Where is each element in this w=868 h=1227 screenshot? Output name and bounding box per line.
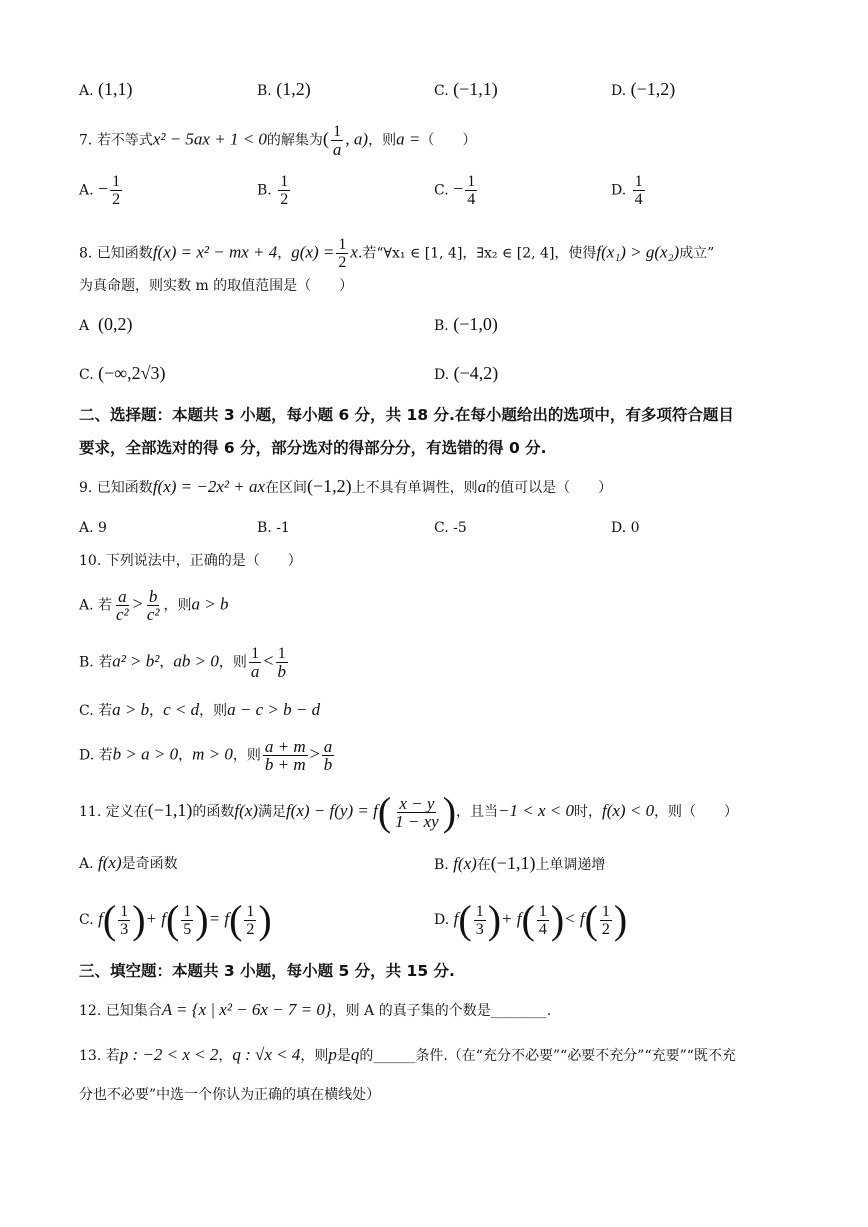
q6-option-c[interactable]: C. (−1,1) [434,79,498,99]
q7-fraction: $\frac{1}{a}$ [332,123,342,159]
section2-heading-line2: 要求，全部选对的得 6 分，部分选对的得部分分，有选错的得 0 分. [79,439,547,457]
q8-option-c[interactable]: C. (−∞,2√3) [79,363,166,383]
q12-answer-blank[interactable]: ________. [490,1003,552,1019]
q6-option-a[interactable]: A. (1,1) [79,79,133,99]
q11-option-b[interactable]: B. f(x)在(−1,1)上单调递增 [434,853,606,873]
q8-option-d[interactable]: D. (−4,2) [434,363,499,383]
q6-option-b[interactable]: B. (1,2) [257,79,311,99]
q13-answer-blank[interactable]: ______ [373,1048,416,1064]
q7-option-a[interactable]: A. − $\frac{1}{2}$ [79,173,121,208]
q9-option-a[interactable]: A. 9 [79,520,107,536]
q9-option-c[interactable]: C. -5 [434,520,467,536]
q10-option-c[interactable]: C. 若a > b，c < d，则a − c > b − d [79,700,321,719]
q7-option-c[interactable]: C. − $\frac{1}{4}$ [434,173,476,208]
q13-stem: 13. 若p : −2 < x < 2，q : √x < 4，则p是q的______条件.（在“充分不必要”“必要不充分”“充要”“既不充 [79,1045,736,1064]
q9-option-d[interactable]: D. 0 [611,520,640,536]
section2-heading: 二、选择题：本题共 3 小题，每小题 6 分，共 18 分.在每小题给出的选项中，有多项符合题目 [79,406,734,424]
q11-option-a[interactable]: A. f(x)是奇函数 [79,853,178,872]
q7-option-d[interactable]: D. $\frac{1}{4}$ [611,173,643,208]
q10-option-b[interactable]: B. 若a² > b²，ab > 0，则 $\frac{1}{a}$ < $\frac{1}{b}$ [79,645,287,681]
q12-stem: 12. 已知集合A = {x | x² − 6x − 7 = 0}，则 A 的真子集的个数是________. [79,1000,552,1019]
q6-option-d[interactable]: D. (−1,2) [611,79,676,99]
q13-stem-line2: 分也不必要”中选一个你认为正确的填在横线处） [79,1087,381,1103]
q8-stem: 8. 已知函数f(x) = x² − mx + 4，g(x) = $\frac{1}{2}$ x.若“∀x₁ ∈ [1, 4]，∃x₂ ∈ [2, 4]，使得f(x₁) > g(x₂)成立” [79,236,715,271]
q11-option-c[interactable]: C. f( $\frac{1}{3}$ )+ f( $\frac{1}{5}$ )= f( $\frac{1}{2}$ ) [79,897,272,942]
q9-stem: 9. 已知函数f(x) = −2x² + ax在区间(−1,2)上不具有单调性，则a的值可以是（ ） [79,476,613,496]
q10-stem: 10. 下列说法中，正确的是（ ） [79,553,302,569]
q8-option-a[interactable]: A (0,2) [79,314,133,334]
section3-heading: 三、填空题：本题共 3 小题，每小题 5 分，共 15 分. [79,962,455,980]
q8-option-b[interactable]: B. (−1,0) [434,314,498,334]
q11-option-d[interactable]: D. f( $\frac{1}{3}$ )+ f( $\frac{1}{4}$ )< f( $\frac{1}{2}$ ) [434,897,628,942]
q7-option-b[interactable]: B. $\frac{1}{2}$ [257,173,289,208]
q9-option-b[interactable]: B. -1 [257,520,290,536]
q11-stem: 11. 定义在(−1,1)的函数f(x)满足f(x) − f(y) = f( $\frac{x - y}{1 - xy}$ )，且当−1 < x < 0时，f(x) < 0，则（ ） [79,789,739,834]
q10-option-d[interactable]: D. 若b > a > 0，m > 0，则 $\frac{a + m}{b + m}$ > $\frac{a}{b}$ [79,737,333,774]
q7-stem: 7. 若不等式x² − 5ax + 1 < 0的解集为( $\frac{1}{a}$ , a)，则a =（ ） [79,123,477,159]
q8-stem-line2: 为真命题，则实数 m 的取值范围是（ ） [79,278,354,294]
q10-option-a[interactable]: A. 若 $\frac{a}{\text{c²}}$ > $\frac{b}{\text{c²}}$ ，则a > b [79,587,229,624]
